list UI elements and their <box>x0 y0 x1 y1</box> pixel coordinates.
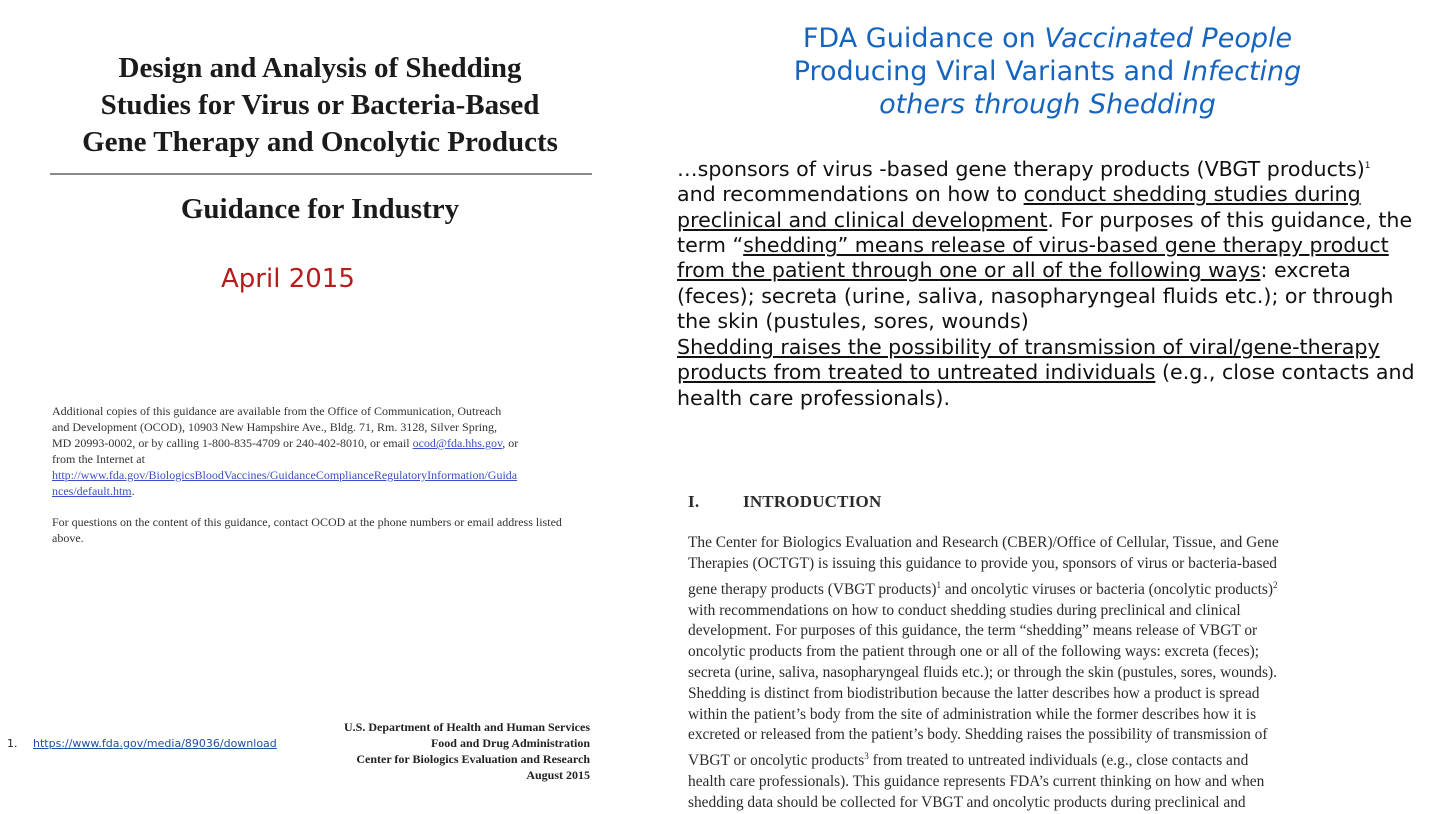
intro-line <box>688 575 1388 601</box>
intro-line: with recommendations on how to conduct shedding studies during preclinical and clinical <box>688 601 1241 619</box>
body-underlined-text: Shedding raises the possibility of transmission of viral/gene-therapy products from treated to untreated individuals <box>677 334 1380 385</box>
cover-copies-info <box>52 403 597 499</box>
footnote-ref: 1 <box>1364 161 1371 171</box>
agency-line: Food and Drug Administration <box>430 736 590 750</box>
intro-line: secreta (urine, saliva, nasopharyngeal fluids etc.); or through the skin (pustules, sores, wounds). <box>688 663 1277 681</box>
footnote-link[interactable]: https://www.fda.gov/media/89036/download <box>33 737 277 750</box>
footnote-ref: 2 <box>1273 579 1278 590</box>
intro-heading <box>688 492 1388 512</box>
body-underlined-text: shedding” means release of virus-based gene therapy product from the patient through one or all of the following ways <box>677 233 1389 283</box>
body-underlined-text: conduct shedding studies during preclinical and clinical development <box>677 182 1361 232</box>
intro-line: health care professionals). This guidance represents FDA’s current thinking on how and when <box>688 773 1265 791</box>
section-number: I. <box>688 492 700 511</box>
footnote-number: 1. <box>7 737 18 750</box>
intro-line: Shedding is distinct from biodistribution because the latter describes how a product is spread <box>688 684 1260 702</box>
intro-text: gene therapy products (VBGT products) <box>688 580 937 598</box>
intro-body <box>688 533 1388 814</box>
url-line[interactable]: http://www.fda.gov/BiologicsBloodVaccines/GuidanceComplianceRegulatoryInformation/Guida <box>52 468 518 482</box>
body-text: . For purposes of this guidance, the term “ <box>677 207 1413 258</box>
agency-line: Center for Biologics Evaluation and Research <box>356 752 590 766</box>
cover-title <box>40 50 600 161</box>
copies-text: . <box>131 484 135 498</box>
copies-line: from the Internet at <box>52 452 145 466</box>
copies-text: , or <box>502 436 519 450</box>
intro-line: oncolytic products from the patient through one or all of the following ways: excreta (feces); <box>688 643 1259 661</box>
intro-line <box>688 746 1388 772</box>
agency-date: August 2015 <box>526 768 590 782</box>
body-text: …sponsors of virus -based gene therapy products (VBGT products) <box>677 156 1365 181</box>
intro-line: The Center for Biologics Evaluation and Research (CBER)/Office of Cellular, Tissue, and Gene <box>688 534 1279 551</box>
heading-italic: Infecting <box>1182 56 1302 87</box>
intro-text: VBGT or oncolytic products <box>688 752 865 770</box>
intro-line: within the patient’s body from the site of administration while the former describes how it is <box>688 705 1257 723</box>
cover-date-label: April 2015 <box>221 264 355 294</box>
cover-divider <box>50 173 592 175</box>
cover-title-line: Gene Therapy and Oncolytic Products <box>82 126 558 158</box>
cover-questions-info: For questions on the content of this guidance, contact OCOD at the phone numbers or email address listed above. <box>52 515 562 545</box>
guidance-cover-image <box>0 0 640 803</box>
section-title: INTRODUCTION <box>743 492 882 511</box>
intro-line: shedding data should be collected for VBGT and oncolytic products during preclinical and <box>688 793 1246 811</box>
cover-title-line: Design and Analysis of Shedding <box>118 52 522 84</box>
body-text: (e.g., close contacts and health care professionals). <box>677 360 1415 410</box>
intro-line: excreted or released from the patient’s body. Shedding raises the possibility of transmission of <box>688 726 1268 744</box>
copies-line <box>52 435 597 451</box>
intro-text: from treated to untreated individuals (e.g., close contacts and <box>868 752 1249 770</box>
intro-line: development. For purposes of this guidance, the term “shedding” means release of VBGT or <box>688 622 1258 640</box>
footnote <box>7 737 277 750</box>
guidance-url-link[interactable] <box>52 467 597 483</box>
cover-subtitle: Guidance for Industry <box>180 193 460 225</box>
intro-text: and oncolytic viruses or bacteria (oncolytic products) <box>940 580 1274 598</box>
copies-line: Additional copies of this guidance are available from the Office of Communication, Outreach <box>52 404 502 418</box>
footnote-ref: 3 <box>864 751 869 762</box>
intro-line: Therapies (OCTGT) is issuing this guidance to provide you, sponsors of virus or bacteria-based <box>688 554 1277 572</box>
heading-text: FDA Guidance on <box>802 23 1045 54</box>
heading-text: Producing Viral Variants and <box>793 56 1183 87</box>
slide-body-text <box>677 154 1427 411</box>
url-line[interactable]: nces/default.htm <box>52 484 132 498</box>
copies-text: MD 20993-0002, or by calling 1-800-835-4709 or 240-402-8010, or email <box>52 436 413 450</box>
email-link[interactable]: ocod@fda.hhs.gov <box>412 436 503 450</box>
cover-title-line: Studies for Virus or Bacteria-Based <box>100 89 540 121</box>
copies-line: and Development (OCOD), 10903 New Hampshire Ave., Bldg. 71, Rm. 3128, Silver Spring, <box>52 420 498 434</box>
slide-heading <box>675 22 1420 121</box>
body-text: : excreta (feces); secreta (urine, saliva, nasopharyngeal fluids etc.); or through the skin (pustules, sores, wounds) <box>677 258 1394 334</box>
copies-line <box>52 483 597 499</box>
body-text: and recommendations on how to <box>677 182 1024 207</box>
introduction-excerpt <box>688 492 1388 814</box>
footnote-ref: 1 <box>936 579 941 590</box>
heading-italic: others through Shedding <box>879 89 1216 120</box>
cover-agency-block <box>250 719 590 783</box>
agency-line: U.S. Department of Health and Human Services <box>344 720 590 734</box>
heading-italic: Vaccinated People <box>1044 23 1293 54</box>
